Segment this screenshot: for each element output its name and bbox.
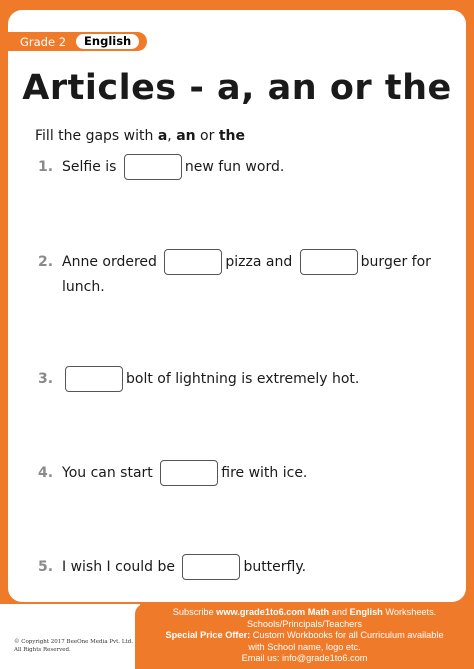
website-link[interactable]: www.grade1to6.com Math [216, 607, 330, 617]
promo-text-bold: English [349, 607, 383, 617]
promo-text: and [329, 607, 350, 617]
question-text: Anne ordered [62, 254, 157, 270]
question-text: You can start [62, 465, 153, 481]
question-text: burger for [360, 254, 431, 270]
question-text: I wish I could be [62, 559, 175, 575]
instruction-sep2: or [195, 128, 219, 144]
question-text: Selfie is [62, 159, 117, 175]
question-number: 2. [38, 254, 54, 270]
answer-box[interactable] [124, 154, 182, 180]
grade-subject-tag [8, 32, 147, 51]
special-offer-label: Special Price Offer: [165, 630, 251, 640]
worksheet-sheet [8, 10, 466, 602]
question-1 [38, 154, 284, 180]
question-3 [38, 366, 359, 392]
copyright-line: © Copyright 2017 BeeOne Media Pvt. Ltd. [14, 639, 133, 645]
promo-text: Worksheets. [382, 607, 437, 617]
instruction-text [35, 128, 245, 144]
article-an: an [176, 128, 196, 144]
instruction-sep1: , [167, 128, 177, 144]
instruction-prefix: Fill the gaps with [35, 128, 158, 144]
question-number: 4. [38, 465, 54, 481]
article-the: the [218, 128, 245, 144]
question-text: bolt of lightning is extremely hot. [126, 371, 360, 387]
question-text: pizza and [225, 254, 293, 270]
question-number: 5. [38, 559, 54, 575]
rights-line: All Rights Reserved. [14, 647, 71, 653]
question-text: new fun word. [184, 159, 285, 175]
promo-text: Custom Workbooks for all Curriculum available [250, 630, 444, 640]
footer [0, 604, 474, 669]
question-text: butterfly. [243, 559, 307, 575]
question-2 [38, 249, 448, 300]
subject-label: English [76, 34, 139, 49]
question-text: lunch. [62, 279, 105, 295]
question-number: 1. [38, 159, 54, 175]
question-text: fire with ice. [221, 465, 308, 481]
answer-box[interactable] [182, 554, 240, 580]
answer-box[interactable] [300, 249, 358, 275]
worksheet-title: Articles - a, an or the [22, 68, 452, 108]
footer-left-panel [0, 604, 140, 669]
contact-email[interactable]: Email us: info@grade1to6.com [241, 653, 368, 663]
footer-promo-text [135, 604, 474, 665]
copyright-notice [14, 638, 134, 654]
promo-text: Schools/Principals/Teachers [247, 618, 362, 629]
question-number: 3. [38, 371, 54, 387]
question-4 [38, 460, 307, 486]
question-5 [38, 554, 306, 580]
answer-box[interactable] [160, 460, 218, 486]
answer-box[interactable] [164, 249, 222, 275]
answer-box[interactable] [65, 366, 123, 392]
grade-label: Grade 2 [20, 34, 67, 49]
article-a: a [157, 128, 168, 144]
promo-text: with School name, logo etc. [248, 641, 361, 652]
promo-text: Subscribe [172, 607, 217, 617]
